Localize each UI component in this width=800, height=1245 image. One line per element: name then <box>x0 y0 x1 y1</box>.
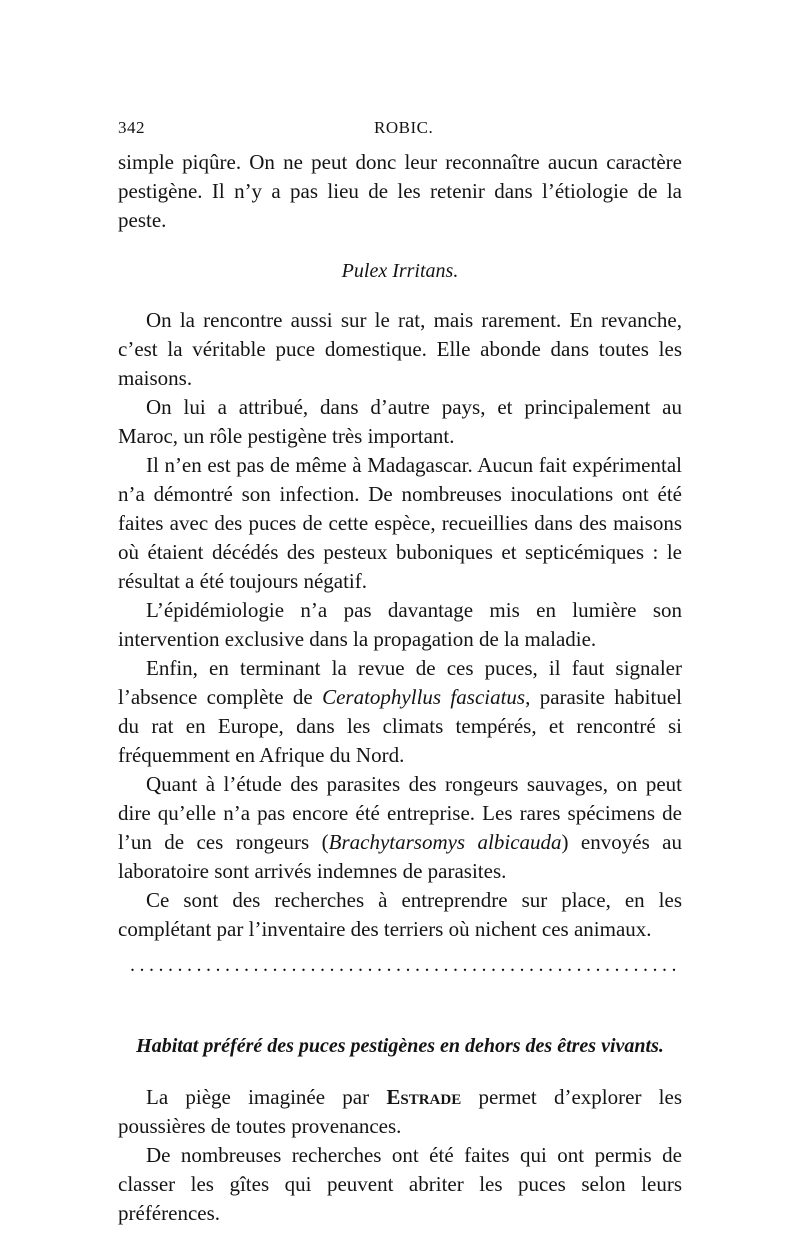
section-title-habitat: Habitat préféré des puces pestigènes en dehors des êtres vivants. <box>136 1035 664 1057</box>
species-name: Brachytarsomys albicauda <box>328 830 562 854</box>
paragraph: Ce sont des recherches à entreprendre sur place, en les complétant par l’inventaire des terriers où nichent ces animaux. <box>118 888 682 941</box>
paragraph: L’épidémiologie n’a pas davantage mis en lumière son intervention exclusive dans la propagation de la maladie. <box>118 598 682 651</box>
paragraph-text: Enfin, en terminant la revue de ces puces, il faut signaler l’absence complète de <box>118 656 682 709</box>
paragraph-text: Quant à l’étude des parasites des rongeurs sauvages, on peut dire qu’elle n’a pas encore été entreprise. Les rares spécimens de l’un de ces rongeurs ( <box>118 772 682 854</box>
paragraph <box>118 1083 682 1141</box>
paragraph: On la rencontre aussi sur le rat, mais rarement. En revanche, c’est la véritable puce domestique. Elle abonde dans toutes les maisons. <box>118 308 682 390</box>
section-title-pulex-irritans: Pulex Irritans. <box>341 260 459 282</box>
paragraph-text: La piège imaginée par <box>146 1085 387 1109</box>
paragraph-text: ) envoyés au laboratoire sont arrivés indemnes de parasites. <box>118 830 682 883</box>
species-name: Ceratophyllus fasciatus <box>322 685 526 709</box>
page-header <box>118 118 682 144</box>
paragraph: On lui a attribué, dans d’autre pays, et principalement au Maroc, un rôle pestigène très important. <box>118 395 682 448</box>
running-head: ROBIC. <box>374 118 434 137</box>
paragraph: De nombreuses recherches ont été faites qui ont permis de classer les gîtes qui peuvent abriter les puces selon leurs préférences. <box>118 1143 682 1225</box>
page-number: 342 <box>118 118 145 137</box>
paragraph <box>118 770 682 886</box>
dotted-separator: .......................................................... <box>130 954 681 976</box>
paragraph-continuation: simple piqûre. On ne peut donc leur reconnaître aucun caractère pestigène. Il n’y a pas lieu de les retenir dans l’étiologie de la peste. <box>118 150 682 232</box>
text-block <box>118 148 682 1228</box>
author-name: Estrade <box>386 1085 462 1109</box>
paragraph <box>118 654 682 770</box>
paragraph: Il n’en est pas de même à Madagascar. Aucun fait expérimental n’a démontré son infection. De nombreuses inoculations ont été faites avec des puces de cette espèce, recueillies dans des maisons où étaient décédés des pesteux buboniques et septicémiques : le résultat a été toujours négatif. <box>118 453 682 593</box>
paragraph-text: , parasite habituel du rat en Europe, dans les climats tempérés, et rencontré si fréquemment en Afrique du Nord. <box>118 685 682 767</box>
paragraph-text: permet d’explorer les poussières de toutes provenances. <box>118 1085 682 1138</box>
